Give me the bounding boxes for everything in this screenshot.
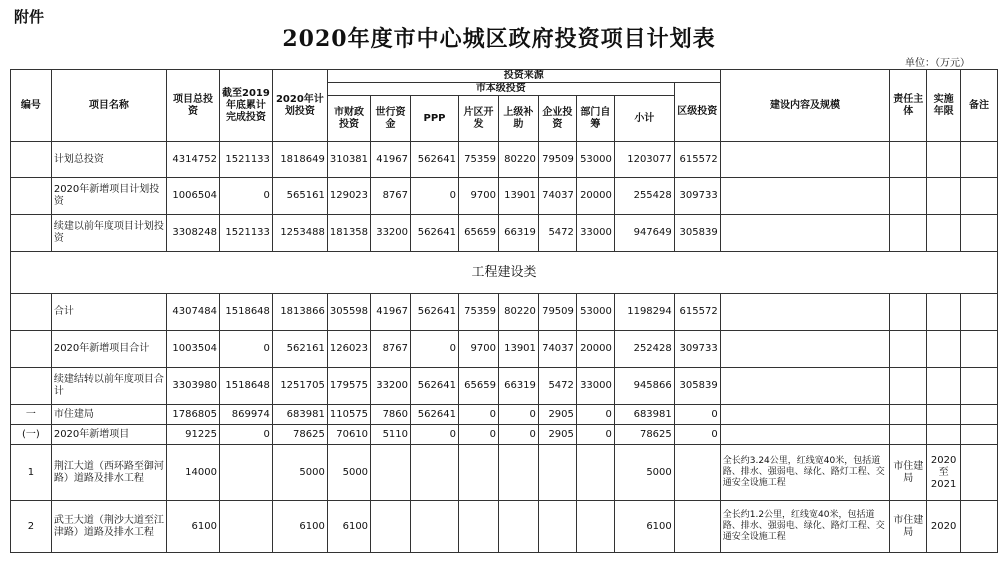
cell-dept: 53000 <box>576 142 614 178</box>
cell-content <box>720 215 890 252</box>
cell-no: 2 <box>11 501 52 553</box>
cell-total: 3308248 <box>167 215 220 252</box>
cell-no: (一) <box>11 425 52 445</box>
cell-name: 合计 <box>51 294 166 331</box>
cell-no <box>11 331 52 368</box>
header-zone: 片区开发 <box>458 96 498 142</box>
cell-total: 4314752 <box>167 142 220 178</box>
cell-enterprise: 74037 <box>538 331 576 368</box>
cell-fiscal: 6100 <box>327 501 370 553</box>
header-superior: 上级补助 <box>498 96 538 142</box>
cell-total: 1786805 <box>167 405 220 425</box>
cell-enterprise: 79509 <box>538 294 576 331</box>
cell-no <box>11 178 52 215</box>
cell-enterprise: 74037 <box>538 178 576 215</box>
cell-period <box>927 425 961 445</box>
cell-completed <box>219 501 272 553</box>
cell-zone <box>458 501 498 553</box>
cell-zone: 75359 <box>458 142 498 178</box>
cell-dept: 20000 <box>576 331 614 368</box>
section-row <box>11 252 998 294</box>
cell-shixing <box>371 445 411 501</box>
cell-zone: 9700 <box>458 331 498 368</box>
header-district: 区级投资 <box>674 83 720 142</box>
cell-district: 0 <box>674 425 720 445</box>
cell-no <box>11 294 52 331</box>
cell-period <box>927 215 961 252</box>
cell-plan2020: 1813866 <box>272 294 327 331</box>
cell-subtotal: 78625 <box>614 425 674 445</box>
cell-shixing: 41967 <box>371 142 411 178</box>
cell-ppp: 0 <box>411 425 459 445</box>
cell-dept: 20000 <box>576 178 614 215</box>
cell-content <box>720 142 890 178</box>
cell-period <box>927 368 961 405</box>
cell-ppp: 0 <box>411 331 459 368</box>
cell-subtotal: 947649 <box>614 215 674 252</box>
cell-plan2020: 683981 <box>272 405 327 425</box>
cell-subtotal: 1198294 <box>614 294 674 331</box>
cell-shixing: 41967 <box>371 294 411 331</box>
header-plan2020: 2020年计划投资 <box>272 70 327 142</box>
header-shixing: 世行资金 <box>371 96 411 142</box>
cell-zone: 65659 <box>458 368 498 405</box>
cell-superior <box>498 445 538 501</box>
cell-subtotal: 252428 <box>614 331 674 368</box>
cell-completed: 869974 <box>219 405 272 425</box>
cell-owner <box>890 368 927 405</box>
header-owner: 责任主体 <box>890 70 927 142</box>
cell-subtotal: 1203077 <box>614 142 674 178</box>
cell-name: 武王大道（荆沙大道至江津路）道路及排水工程 <box>51 501 166 553</box>
cell-shixing: 33200 <box>371 215 411 252</box>
cell-total: 1003504 <box>167 331 220 368</box>
cell-owner <box>890 405 927 425</box>
cell-dept: 33000 <box>576 368 614 405</box>
cell-district: 309733 <box>674 178 720 215</box>
cell-district: 305839 <box>674 215 720 252</box>
cell-dept: 0 <box>576 405 614 425</box>
cell-shixing: 5110 <box>371 425 411 445</box>
cell-completed: 1518648 <box>219 294 272 331</box>
cell-district: 615572 <box>674 142 720 178</box>
cell-enterprise <box>538 445 576 501</box>
cell-total: 4307484 <box>167 294 220 331</box>
cell-no <box>11 142 52 178</box>
cell-content <box>720 331 890 368</box>
cell-superior <box>498 501 538 553</box>
cell-plan2020: 1253488 <box>272 215 327 252</box>
cell-remark <box>961 215 998 252</box>
cell-content: 全长约1.2公里，红线宽40米，包括道路、排水、强弱电、绿化、路灯工程、交通安全设施工程 <box>720 501 890 553</box>
cell-completed: 1521133 <box>219 142 272 178</box>
cell-subtotal: 5000 <box>614 445 674 501</box>
header-fiscal: 市财政投资 <box>327 96 370 142</box>
cell-completed <box>219 445 272 501</box>
cell-superior: 66319 <box>498 215 538 252</box>
cell-remark <box>961 331 998 368</box>
cell-ppp: 562641 <box>411 294 459 331</box>
cell-enterprise: 5472 <box>538 215 576 252</box>
table-row <box>11 331 998 368</box>
cell-fiscal: 110575 <box>327 405 370 425</box>
cell-enterprise: 2905 <box>538 425 576 445</box>
cell-total: 3303980 <box>167 368 220 405</box>
cell-content <box>720 294 890 331</box>
cell-remark <box>961 178 998 215</box>
header-ppp: PPP <box>411 96 459 142</box>
cell-no <box>11 215 52 252</box>
cell-period <box>927 178 961 215</box>
cell-superior: 0 <box>498 425 538 445</box>
cell-ppp: 562641 <box>411 215 459 252</box>
cell-fiscal: 305598 <box>327 294 370 331</box>
cell-ppp: 562641 <box>411 368 459 405</box>
cell-zone: 9700 <box>458 178 498 215</box>
cell-period: 2020 <box>927 501 961 553</box>
cell-owner: 市住建局 <box>890 501 927 553</box>
cell-shixing: 33200 <box>371 368 411 405</box>
cell-dept: 53000 <box>576 294 614 331</box>
cell-district: 0 <box>674 405 720 425</box>
cell-remark <box>961 142 998 178</box>
cell-zone: 0 <box>458 425 498 445</box>
cell-superior: 13901 <box>498 331 538 368</box>
cell-total: 91225 <box>167 425 220 445</box>
cell-remark <box>961 501 998 553</box>
cell-total: 6100 <box>167 501 220 553</box>
cell-superior: 0 <box>498 405 538 425</box>
cell-period: 2020至2021 <box>927 445 961 501</box>
cell-fiscal: 5000 <box>327 445 370 501</box>
unit-label: 单位：（万元） <box>905 58 970 69</box>
header-completed: 截至2019年底累计完成投资 <box>219 70 272 142</box>
cell-content <box>720 368 890 405</box>
cell-dept <box>576 445 614 501</box>
table-row <box>11 425 998 445</box>
cell-no <box>11 368 52 405</box>
cell-owner <box>890 425 927 445</box>
cell-zone: 0 <box>458 405 498 425</box>
cell-name: 荆江大道（西环路至御河路）道路及排水工程 <box>51 445 166 501</box>
cell-no: 一 <box>11 405 52 425</box>
header-city-level: 市本级投资 <box>327 83 674 96</box>
cell-plan2020: 78625 <box>272 425 327 445</box>
header-enterprise: 企业投资 <box>538 96 576 142</box>
table-row <box>11 501 998 553</box>
cell-content <box>720 405 890 425</box>
cell-enterprise <box>538 501 576 553</box>
cell-fiscal: 129023 <box>327 178 370 215</box>
cell-name: 2020年新增项目计划投资 <box>51 178 166 215</box>
table-row <box>11 445 998 501</box>
page-title: 2020年度市中心城区政府投资项目计划表 <box>282 26 716 52</box>
table-row <box>11 215 998 252</box>
cell-dept: 0 <box>576 425 614 445</box>
cell-shixing: 7860 <box>371 405 411 425</box>
cell-fiscal: 179575 <box>327 368 370 405</box>
cell-dept <box>576 501 614 553</box>
cell-ppp: 562641 <box>411 142 459 178</box>
cell-district: 309733 <box>674 331 720 368</box>
cell-content <box>720 178 890 215</box>
cell-zone: 75359 <box>458 294 498 331</box>
cell-superior: 80220 <box>498 294 538 331</box>
cell-enterprise: 2905 <box>538 405 576 425</box>
cell-plan2020: 6100 <box>272 501 327 553</box>
cell-plan2020: 565161 <box>272 178 327 215</box>
section-title: 工程建设类 <box>11 252 998 294</box>
cell-district <box>674 501 720 553</box>
header-period: 实施年限 <box>927 70 961 142</box>
cell-fiscal: 181358 <box>327 215 370 252</box>
cell-period <box>927 142 961 178</box>
cell-zone <box>458 445 498 501</box>
header-subtotal: 小计 <box>614 96 674 142</box>
investment-plan-table <box>10 69 998 553</box>
cell-superior: 80220 <box>498 142 538 178</box>
cell-subtotal: 945866 <box>614 368 674 405</box>
cell-shixing: 8767 <box>371 178 411 215</box>
cell-completed: 1518648 <box>219 368 272 405</box>
cell-total: 1006504 <box>167 178 220 215</box>
cell-owner <box>890 294 927 331</box>
header-source: 投资来源 <box>327 70 720 83</box>
cell-ppp: 0 <box>411 178 459 215</box>
cell-no: 1 <box>11 445 52 501</box>
cell-completed: 0 <box>219 425 272 445</box>
table-row <box>11 294 998 331</box>
cell-subtotal: 6100 <box>614 501 674 553</box>
cell-period <box>927 405 961 425</box>
cell-remark <box>961 368 998 405</box>
cell-remark <box>961 294 998 331</box>
attachment-label: 附件 <box>14 8 45 26</box>
cell-fiscal: 126023 <box>327 331 370 368</box>
cell-plan2020: 562161 <box>272 331 327 368</box>
cell-remark <box>961 445 998 501</box>
table-row <box>11 368 998 405</box>
cell-completed: 1521133 <box>219 215 272 252</box>
cell-district: 305839 <box>674 368 720 405</box>
header-dept: 部门自筹 <box>576 96 614 142</box>
cell-completed: 0 <box>219 178 272 215</box>
header-content: 建设内容及规模 <box>720 70 890 142</box>
cell-ppp <box>411 501 459 553</box>
cell-owner: 市住建局 <box>890 445 927 501</box>
cell-superior: 13901 <box>498 178 538 215</box>
cell-owner <box>890 331 927 368</box>
cell-district: 615572 <box>674 294 720 331</box>
cell-fiscal: 310381 <box>327 142 370 178</box>
cell-zone: 65659 <box>458 215 498 252</box>
cell-name: 计划总投资 <box>51 142 166 178</box>
cell-content <box>720 425 890 445</box>
header-total: 项目总投资 <box>167 70 220 142</box>
cell-period <box>927 294 961 331</box>
cell-plan2020: 5000 <box>272 445 327 501</box>
cell-name: 市住建局 <box>51 405 166 425</box>
cell-ppp <box>411 445 459 501</box>
cell-subtotal: 683981 <box>614 405 674 425</box>
cell-shixing: 8767 <box>371 331 411 368</box>
cell-remark <box>961 425 998 445</box>
cell-superior: 66319 <box>498 368 538 405</box>
table-row <box>11 142 998 178</box>
cell-content: 全长约3.24公里，红线宽40米，包括道路、排水、强弱电、绿化、路灯工程、交通安全设施工程 <box>720 445 890 501</box>
cell-completed: 0 <box>219 331 272 368</box>
header-remark: 备注 <box>961 70 998 142</box>
cell-name: 续建以前年度项目计划投资 <box>51 215 166 252</box>
cell-name: 2020年新增项目 <box>51 425 166 445</box>
cell-shixing <box>371 501 411 553</box>
cell-total: 14000 <box>167 445 220 501</box>
header-no: 编号 <box>11 70 52 142</box>
cell-period <box>927 331 961 368</box>
header-name: 项目名称 <box>51 70 166 142</box>
cell-district <box>674 445 720 501</box>
cell-name: 2020年新增项目合计 <box>51 331 166 368</box>
cell-dept: 33000 <box>576 215 614 252</box>
cell-fiscal: 70610 <box>327 425 370 445</box>
cell-owner <box>890 142 927 178</box>
cell-owner <box>890 178 927 215</box>
cell-subtotal: 255428 <box>614 178 674 215</box>
cell-enterprise: 5472 <box>538 368 576 405</box>
table-row <box>11 178 998 215</box>
cell-owner <box>890 215 927 252</box>
cell-ppp: 562641 <box>411 405 459 425</box>
table-row <box>11 405 998 425</box>
cell-remark <box>961 405 998 425</box>
cell-enterprise: 79509 <box>538 142 576 178</box>
cell-plan2020: 1818649 <box>272 142 327 178</box>
cell-plan2020: 1251705 <box>272 368 327 405</box>
cell-name: 续建结转以前年度项目合计 <box>51 368 166 405</box>
